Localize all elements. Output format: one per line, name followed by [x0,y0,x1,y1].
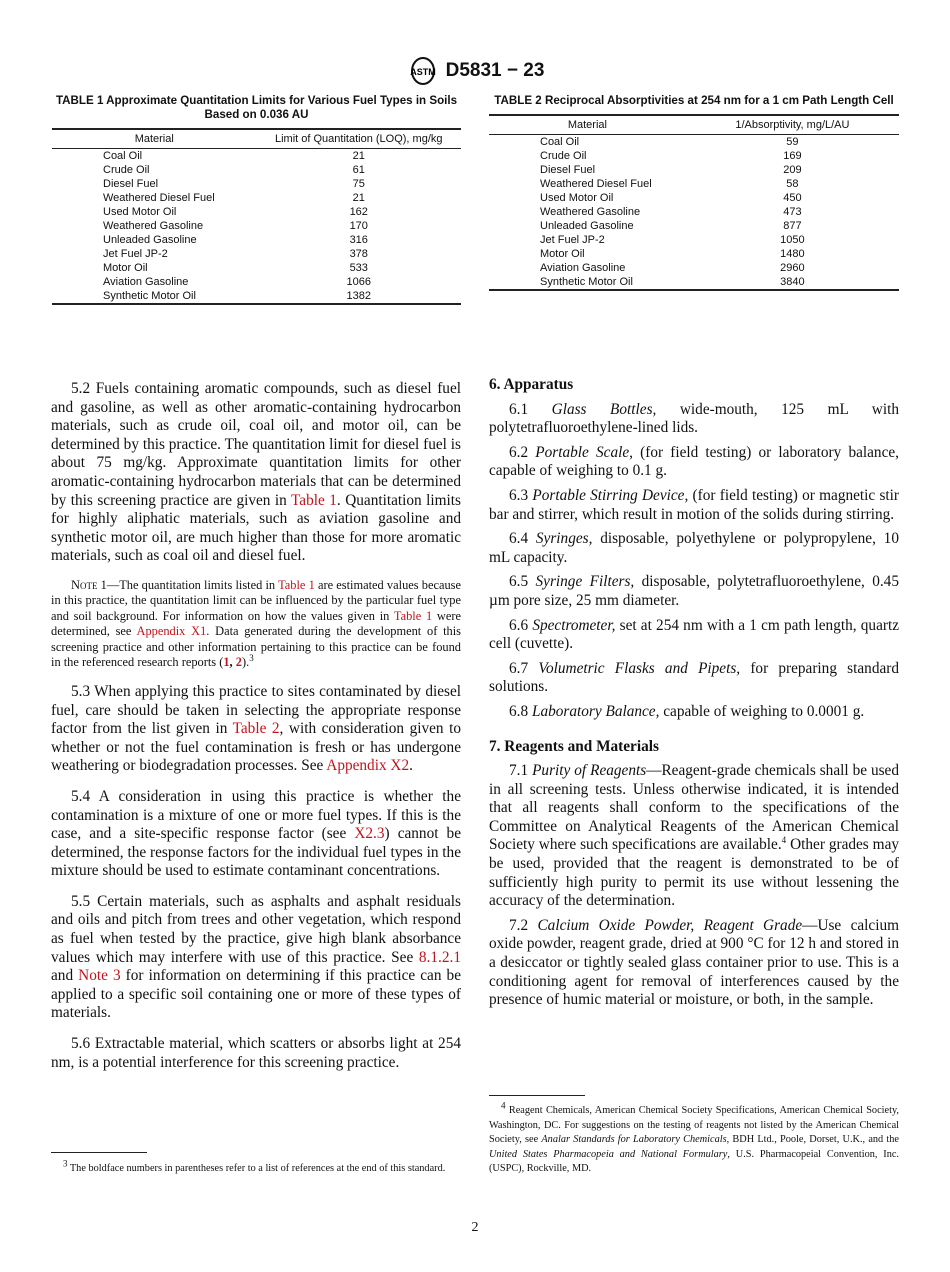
material-cell: Crude Oil [540,150,587,162]
text-run: ) cannot be determined, the response factors for the individual fuel types in the mixture should be used to estimate contaminant concentrations. [51,825,461,880]
table-row [52,289,461,304]
value-cell: 2960 [780,262,805,274]
text-run: United States Pharmacopeia and National Formulary [489,1148,728,1160]
material-cell: Weathered Diesel Fuel [540,178,652,190]
value-cell: 169 [783,150,802,162]
cross-reference-link[interactable]: Note 3 [78,967,121,985]
value-cell: 21 [352,192,365,204]
table-row [52,247,461,261]
table-row [489,233,899,247]
text-run: 5.3 When applying this practice to sites contaminated by diesel fuel, care should be taken in selecting the appropriate response factor from the list given in [51,682,461,738]
table-row [489,177,899,191]
table-2-header: Material [489,115,686,135]
text-run: 5.5 Certain materials, such as asphalts and asphalt residuals and oils and pitch from trees and other vegetation, which respond as fuel when tested by the practice, give high blank absorbance values which may interfere with use of this practice. See [51,892,461,966]
note-paragraph [51,578,461,671]
text-run: Other grades may be used, provided that the reagent is demonstrated to be of sufficiently high purity to permit its use without lessening the accuracy of the determination. [489,836,900,910]
material-cell: Unleaded Gasoline [103,234,197,246]
footnote-rule [51,1152,147,1153]
paragraph [489,762,899,911]
table-row [489,205,899,219]
value-cell: 1480 [780,248,805,260]
text-run: Volumetric Flasks and Pipets, [538,659,741,677]
paragraph [489,703,899,722]
material-cell: Diesel Fuel [103,178,159,190]
text-run: . Quantitation limits for highly aliphatic materials, such as aviation gasoline and synthetic motor oil, are much higher than those for more aromatic materials, such as coal oil and diesel fuel. [51,491,461,565]
table-2 [489,94,899,291]
text-run: Glass Bottles, [551,400,657,418]
text-run: 6.3 [509,486,533,504]
cross-reference-link[interactable]: Table 1 [278,577,315,592]
text-run: 6.5 [509,573,536,591]
footnote-marker: 4 [781,835,787,846]
text-run: Portable Scale, [535,443,633,461]
text-run: (for field testing) or laboratory balance, capable of weighing to 0.1 g. [489,443,899,480]
text-run: 6.7 [509,659,539,677]
text-run: wide-mouth, 125 mL with polytetrafluoroethylene-lined lids. [489,400,900,437]
material-cell: Motor Oil [103,262,148,274]
cross-reference-link[interactable]: Table 2 [232,720,280,738]
text-run: for preparing standard solutions. [489,659,899,696]
text-run: 5.4 A consideration in using this practice is whether the contamination is a mixture of one or more fuel types. If this is the case, and a site-specific response factor (see [51,787,461,843]
cross-reference-link[interactable]: Appendix X1 [136,624,207,639]
material-cell: Used Motor Oil [540,192,614,204]
text-run: disposable, polyethylene or polypropylene, 10 mL capacity. [489,530,899,566]
material-cell: Synthetic Motor Oil [540,276,633,288]
text-run: Calcium Oxide Powder, Reagent Grade [537,916,803,934]
svg-text:ASTM: ASTM [409,67,436,77]
text-run: . Data generated during the development of this screening practice and other information pertaining to this practice can be found in the referenced research reports ( [51,624,461,670]
paragraph [489,660,899,697]
table-2-caption: TABLE 2 Reciprocal Absorptivities at 254 nm for a 1 cm Path Length Cell [494,94,894,107]
table-1-header: Material [52,129,257,149]
value-cell: 162 [349,206,368,218]
paragraph [51,788,461,881]
value-cell: 209 [783,164,802,176]
footnote-rule [489,1095,585,1096]
text-run: . [409,757,413,775]
text-run: 5.2 Fuels containing aromatic compounds, such as diesel fuel and gasoline, as well as other aromatic-containing hydrocarbon materials, such as crude oil, coal oil, and motor oil, can be determined by this practice. The quantitation limit for diesel fuel is about 75 mg/kg. Approximate quantitation limits for other aromatic-containing hydrocarbon materials that can be determined by this screening practice are given in [51,380,461,509]
value-cell: 61 [352,164,365,176]
text-run: Syringe Filters, [535,573,635,591]
text-run: Note [71,577,98,592]
table-2-header: 1/Absorptivity, mg/L/AU [686,115,899,135]
text-run: 6.1 [509,400,552,418]
paragraph [489,530,899,567]
material-cell: Jet Fuel JP-2 [103,248,168,260]
paragraph [489,487,899,524]
text-run: The boldface numbers in parentheses refer to a list of references at the end of this standard. [67,1163,446,1174]
designation: D5831 − 23 [445,60,545,82]
astm-logo-icon [406,56,440,86]
text-run: (for field testing) or magnetic stir bar and stirrer, which result in motion of the solids during stirring. [489,486,899,523]
table-row [489,219,899,233]
footnote-marker: 4 [501,1100,506,1111]
material-cell: Used Motor Oil [103,206,177,218]
text-run: 7.1 [509,762,533,780]
text-run: —Use calcium oxide powder, reagent grade, dried at 900 °C for 12 h and stored in a desiccator or tightly sealed glass container prior to use. This is a conditioning agent for removal of interferences caused by the presence of humic material or moisture, or both, in the sample. [489,916,899,1009]
text-run: Laboratory Balance, [531,702,660,720]
table-row [489,163,899,177]
text-run: capable of weighing to 0.0001 g. [659,702,865,720]
text-run: 5.6 Extractable material, which scatters or absorbs light at 254 nm, is a potential interference for this screening practice. [51,1035,461,1071]
value-cell: 59 [786,136,799,148]
material-cell: Weathered Diesel Fuel [103,192,215,204]
value-cell: 378 [349,248,368,260]
text-run: 7.2 [509,916,538,934]
footnote-4 [489,1100,899,1177]
material-cell: Coal Oil [540,136,580,148]
material-cell: Coal Oil [103,150,143,162]
cross-reference-link[interactable]: Table 1 [291,491,337,509]
text-run: 1—The quantitation limits listed in [97,577,279,592]
text-run: 6.4 [509,530,536,548]
table-row [52,275,461,289]
table-row [52,177,461,191]
text-run: 6.2 [509,443,536,461]
page-header [0,56,950,86]
material-cell: Weathered Gasoline [540,206,641,218]
footnote-marker: 3 [63,1158,68,1169]
text-run: Spectrometer, [532,616,616,634]
table-row [52,191,461,205]
value-cell: 58 [786,178,799,190]
paragraph [51,683,461,776]
material-cell: Unleaded Gasoline [540,220,634,232]
page-number: 2 [471,1220,479,1235]
material-cell: Aviation Gasoline [540,262,626,274]
paragraph [489,617,899,654]
table-row [52,163,461,177]
paragraph [489,444,899,481]
value-cell: 1066 [346,276,371,288]
text-run: ). [241,655,250,670]
text-run: Portable Stirring Device, [532,486,689,504]
material-cell: Jet Fuel JP-2 [540,234,605,246]
text-run: , [229,655,236,670]
paragraph [51,1035,461,1072]
material-cell: Crude Oil [103,164,150,176]
text-run: are estimated values because in this practice, the quantitation limit can be influenced by the particular fuel type and soil background. For information on how the values given in [51,577,461,623]
table-row [489,149,899,163]
value-cell: 75 [352,178,365,190]
cross-reference-link[interactable]: 2 [235,655,242,670]
text-run: set at 254 nm with a 1 cm path length, quartz cell (cuvette). [489,616,899,653]
text-run: , BDH Ltd., Poole, Dorset, U.K., and the [726,1134,899,1145]
table-row [489,275,899,290]
table-1-header: Limit of Quantitation (LOQ), mg/kg [257,129,462,149]
value-cell: 533 [349,262,368,274]
value-cell: 1382 [346,290,371,302]
text-run: , with consideration given to whether or not the fuel contamination is fresh or has undergone weathering or biodegradation processes. See [51,720,461,775]
table-1-caption: TABLE 1 Approximate Quantitation Limits for Various Fuel Types in Soils Based on 0.036 AU [55,94,458,121]
text-run: Analar Standards for Laboratory Chemicals [541,1134,727,1145]
value-cell: 473 [783,206,802,218]
value-cell: 1050 [780,234,805,246]
paragraph [489,573,899,610]
table-1 [52,94,461,305]
cross-reference-link[interactable]: Appendix X2 [326,757,410,775]
table-row [489,191,899,205]
text-run: Purity of Reagents [532,762,647,780]
text-run: , U.S. Pharmacopeial Convention, Inc. (USPC), Rockville, MD. [489,1148,899,1174]
text-run: Syringes, [535,530,593,548]
material-cell: Aviation Gasoline [103,276,189,288]
text-run: —Reagent-grade chemicals shall be used in all screening tests. Unless otherwise indicated, it is intended that all reagents shall conform to the specifications of the Committee on Analytical Reagents of the American Chemical Society where such specifications are available. [489,762,899,854]
value-cell: 3840 [780,276,805,288]
table-row [52,261,461,275]
text-run: and [51,967,79,985]
text-run: Reagent Chemicals, American Chemical Society Specifications, American Chemical Society, Washington, DC. For suggestions on the testing of reagents not listed by the American Chemical Society, see [489,1105,899,1145]
text-run: disposable, polytetrafluoroethylene, 0.45 µm pore size, 25 mm diameter. [489,573,899,609]
material-cell: Weathered Gasoline [103,220,204,232]
table-row [52,205,461,219]
cross-reference-link[interactable]: 1 [223,655,230,670]
left-column [51,380,461,1084]
section-heading: 7. Reagents and Materials [489,737,659,755]
paragraph [51,893,461,1023]
value-cell: 170 [349,220,368,232]
text-run: 6.6 [509,616,533,634]
table-row [52,219,461,233]
right-column [489,376,899,1016]
footnote-3 [51,1158,461,1177]
value-cell: 21 [352,150,365,162]
table-row [489,247,899,261]
paragraph [489,917,899,1010]
text-run: 6.8 [509,702,532,720]
table-row [489,261,899,275]
table-row [52,149,461,164]
value-cell: 877 [783,220,802,232]
section-heading: 6. Apparatus [489,376,574,393]
cross-reference-link[interactable]: X2.3 [354,825,385,843]
text-run: for information on determining if this practice can be applied to a specific soil containing one or more of these types of materials. [51,967,461,1022]
cross-reference-link[interactable]: Table 1 [393,608,433,623]
table-row [52,233,461,247]
cross-reference-link[interactable]: 8.1.2.1 [418,948,461,966]
material-cell: Motor Oil [540,248,585,260]
value-cell: 316 [349,234,368,246]
material-cell: Synthetic Motor Oil [103,290,196,302]
text-run: were determined, see [51,608,462,639]
material-cell: Diesel Fuel [540,164,596,176]
paragraph [489,401,899,438]
value-cell: 450 [783,192,802,204]
footnote-marker: 3 [249,653,254,664]
table-row [489,135,899,150]
paragraph [51,380,461,566]
